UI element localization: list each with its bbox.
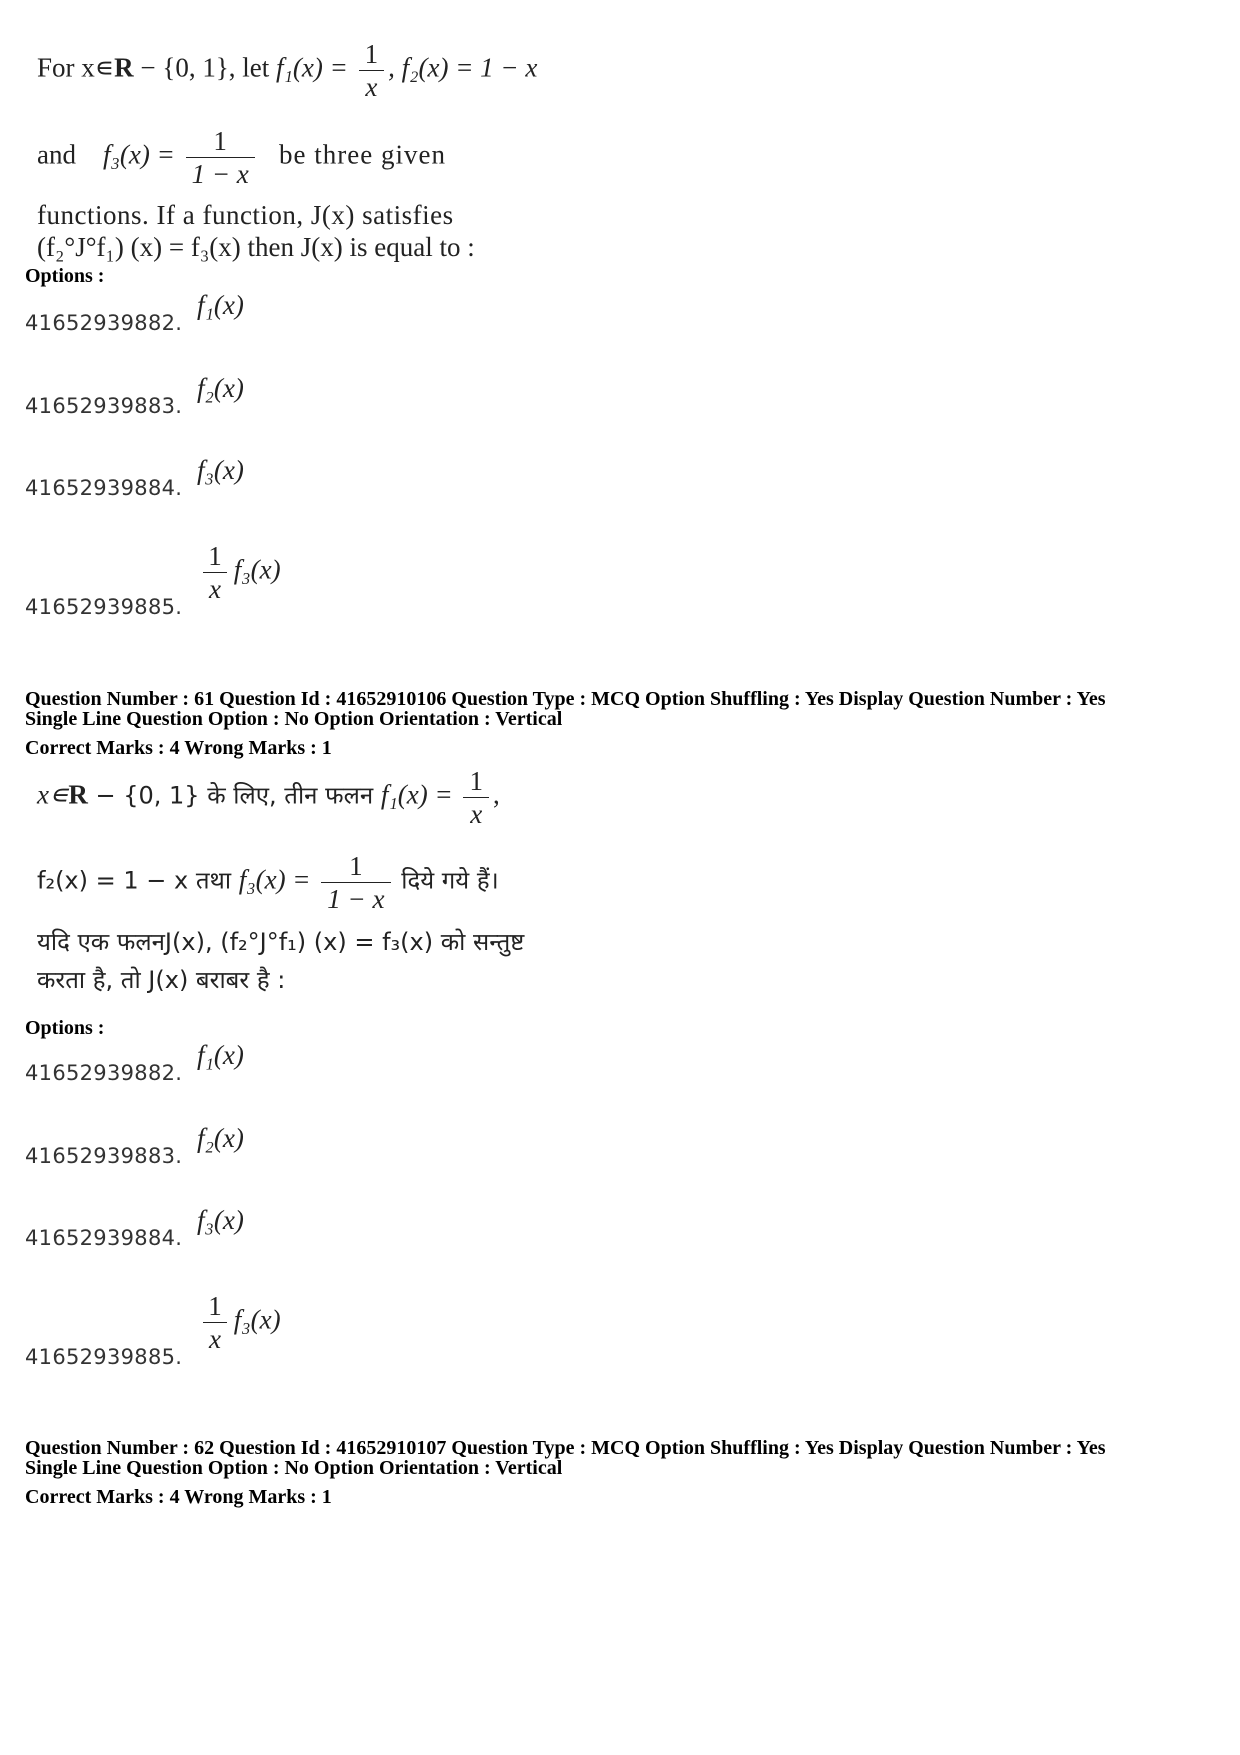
q61-line-4: करता है, तो J(x) बराबर है : [37, 966, 286, 994]
option-id: 41652939882. [25, 311, 183, 335]
option-value: f₂(x) [197, 1123, 244, 1153]
frac-den: x [365, 72, 378, 102]
q60-mid: − {0, 1}, let [133, 52, 277, 83]
option-id: 41652939885. [25, 1345, 183, 1369]
q60-f1-fraction [359, 38, 385, 103]
q60-f2: , f₂(x) = 1 − x [388, 52, 538, 83]
option-value: f₃(x) [197, 1205, 244, 1235]
option-id: 41652939882. [25, 1061, 183, 1085]
q61-meta-line-2: Single Line Question Option : No Option Orientation : Vertical [25, 708, 563, 730]
option-id: 41652939884. [25, 476, 183, 500]
frac-den: 1 − x [327, 884, 385, 914]
option-id: 41652939883. [25, 394, 183, 418]
frac-num: 1 [321, 850, 390, 883]
q61-prefix: x∊ [37, 779, 69, 810]
q60-line-2 [37, 125, 446, 190]
q61-line-2 [37, 850, 499, 915]
option-fraction [203, 1290, 227, 1355]
q61-f3-fraction [321, 850, 390, 915]
option-value: f₂(x) [197, 373, 244, 403]
option-value [203, 1290, 281, 1355]
option-value: f₁(x) [197, 290, 244, 320]
q61-given: दिये गये हैं। [401, 866, 499, 895]
q62-meta-line-1: Question Number : 62 Question Id : 41652910107 Question Type : MCQ Option Shuffling : Yes Display Question Number : Yes [25, 1437, 1106, 1459]
q60-and: and [37, 139, 76, 170]
q60-f1-lhs: f₁(x) = [276, 52, 348, 83]
q60-options-label: Options : [25, 265, 105, 287]
q61-set: R [68, 779, 88, 810]
frac-num: 1 [203, 540, 227, 573]
q60-line-1 [37, 38, 537, 103]
q60-f3-lhs: f₃(x) = [102, 139, 175, 170]
frac-num: 1 [186, 125, 255, 158]
q61-f1-fraction [463, 765, 489, 830]
q61-f1-lhs: f₁(x) = [380, 779, 453, 810]
q60-prefix: For x∊ [37, 52, 115, 83]
option-value-func: f₃(x) [233, 1304, 281, 1335]
option-fraction [203, 540, 227, 605]
option-value-func: f₃(x) [233, 554, 281, 585]
option-id: 41652939884. [25, 1226, 183, 1250]
q60-set: R [114, 52, 134, 83]
frac-num: 1 [359, 38, 385, 71]
q61-mid: − {0, 1} के लिए, तीन फलन [87, 781, 381, 810]
frac-den: 1 − x [191, 159, 249, 189]
q61-line-1 [37, 765, 500, 830]
q62-meta-line-2: Single Line Question Option : No Option Orientation : Vertical [25, 1457, 563, 1479]
frac-num: 1 [203, 1290, 227, 1323]
q60-f3-fraction [186, 125, 255, 190]
q61-f2: f₂(x) = 1 − x तथा [37, 866, 239, 895]
frac-den: x [209, 574, 221, 604]
q61-meta-line-1: Question Number : 61 Question Id : 41652910106 Question Type : MCQ Option Shuffling : Yes Display Question Number : Yes [25, 688, 1106, 710]
q60-given: be three given [279, 139, 446, 170]
frac-num: 1 [463, 765, 489, 798]
q60-line-4: (f₂°J°f₁) (x) = f₃(x) then J(x) is equal to : [37, 232, 475, 262]
option-value: f₃(x) [197, 455, 244, 485]
option-value: f₁(x) [197, 1040, 244, 1070]
q61-comma: , [492, 779, 500, 810]
option-id: 41652939885. [25, 595, 183, 619]
q61-line-3: यदि एक फलनJ(x), (f₂°J°f₁) (x) = f₃(x) को सन्तुष्ट [37, 928, 525, 956]
q62-marks: Correct Marks : 4 Wrong Marks : 1 [25, 1486, 332, 1508]
q60-line-3: functions. If a function, J(x) satisfies [37, 200, 454, 230]
option-value [203, 540, 281, 605]
q61-options-label: Options : [25, 1017, 105, 1039]
q61-marks: Correct Marks : 4 Wrong Marks : 1 [25, 737, 332, 759]
option-id: 41652939883. [25, 1144, 183, 1168]
frac-den: x [470, 799, 483, 829]
frac-den: x [209, 1324, 221, 1354]
q61-f3-lhs: f₃(x) = [238, 864, 311, 895]
